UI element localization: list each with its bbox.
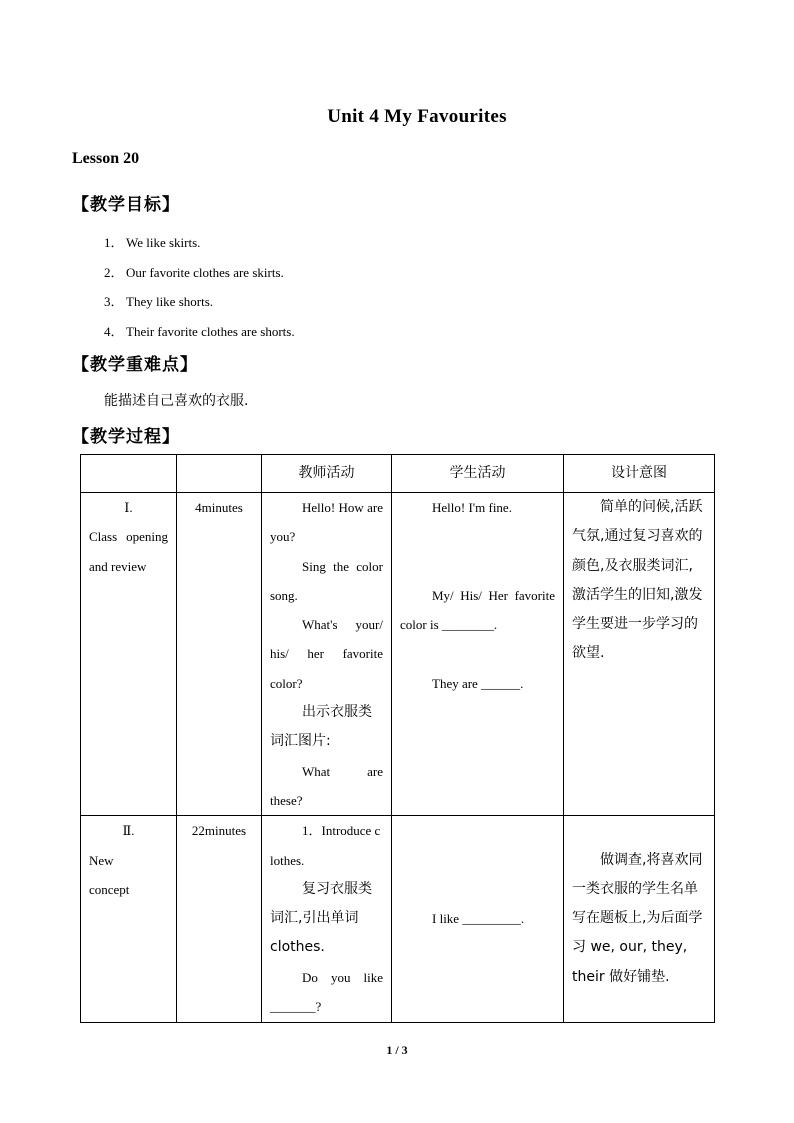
header-cell-teacher: 教师活动 — [262, 455, 392, 493]
key-point-text: 能描述自己喜欢的衣服. — [104, 393, 249, 409]
header-cell-student: 学生活动 — [392, 455, 564, 493]
header-cell-intent: 设计意图 — [564, 455, 715, 493]
header-cell-time — [177, 455, 262, 493]
stage-name: New concept — [89, 852, 130, 897]
goals-heading: 【教学目标】 — [72, 195, 180, 215]
key-points-heading: 【教学重难点】 — [72, 355, 198, 375]
time-cell: 4minutes — [177, 493, 262, 816]
stage-cell — [81, 493, 177, 816]
lesson-label: Lesson 20 — [72, 150, 140, 167]
design-intent-cell: 简单的问候,活跃气氛,通过复习喜欢的颜色,及衣服类词汇,激活学生的旧知,激发学生要进一步学习的欲望. — [564, 493, 715, 816]
table-header-row — [81, 455, 715, 493]
student-activity-cell: Hello! I'm fine. My/ His/ Her favorite color is ________. They are ______. — [392, 493, 564, 816]
table-row — [81, 493, 715, 816]
goal-item: 3． They like shorts. — [104, 294, 214, 309]
design-intent-cell: 做调查,将喜欢同一类衣服的学生名单写在题板上,为后面学习 we, our, they, their 做好铺垫. — [564, 816, 715, 1023]
goals-list — [104, 232, 295, 350]
student-activity-cell: I like _________. — [392, 816, 564, 1023]
table-row — [81, 816, 715, 1023]
stage-name: Class opening and review — [89, 529, 168, 574]
teaching-process-table — [80, 454, 715, 1023]
teacher-activity-cell: Hello! How are you? Sing the color song. What's your/ his/ her favorite color? 出示衣服类词汇图片: What are these? — [262, 493, 392, 816]
time-cell: 22minutes — [177, 816, 262, 1023]
goal-item: 4． Their favorite clothes are shorts. — [104, 323, 295, 339]
process-heading: 【教学过程】 — [72, 427, 180, 447]
stage-cell — [81, 816, 177, 1023]
teacher-activity-cell: 1．Introduce clothes. 复习衣服类词汇,引出单词 clothes. Do you like _______? — [262, 816, 392, 1023]
header-cell-stage — [81, 455, 177, 493]
document-title: Unit 4 My Favourites — [327, 106, 507, 127]
page-number: 1 / 3 — [386, 1043, 408, 1057]
stage-number: Ⅱ. — [122, 823, 135, 839]
stage-number: Ⅰ. — [124, 500, 133, 515]
goal-item: 2． Our favorite clothes are skirts. — [104, 264, 284, 280]
goal-item: 1． We like skirts. — [104, 235, 201, 250]
